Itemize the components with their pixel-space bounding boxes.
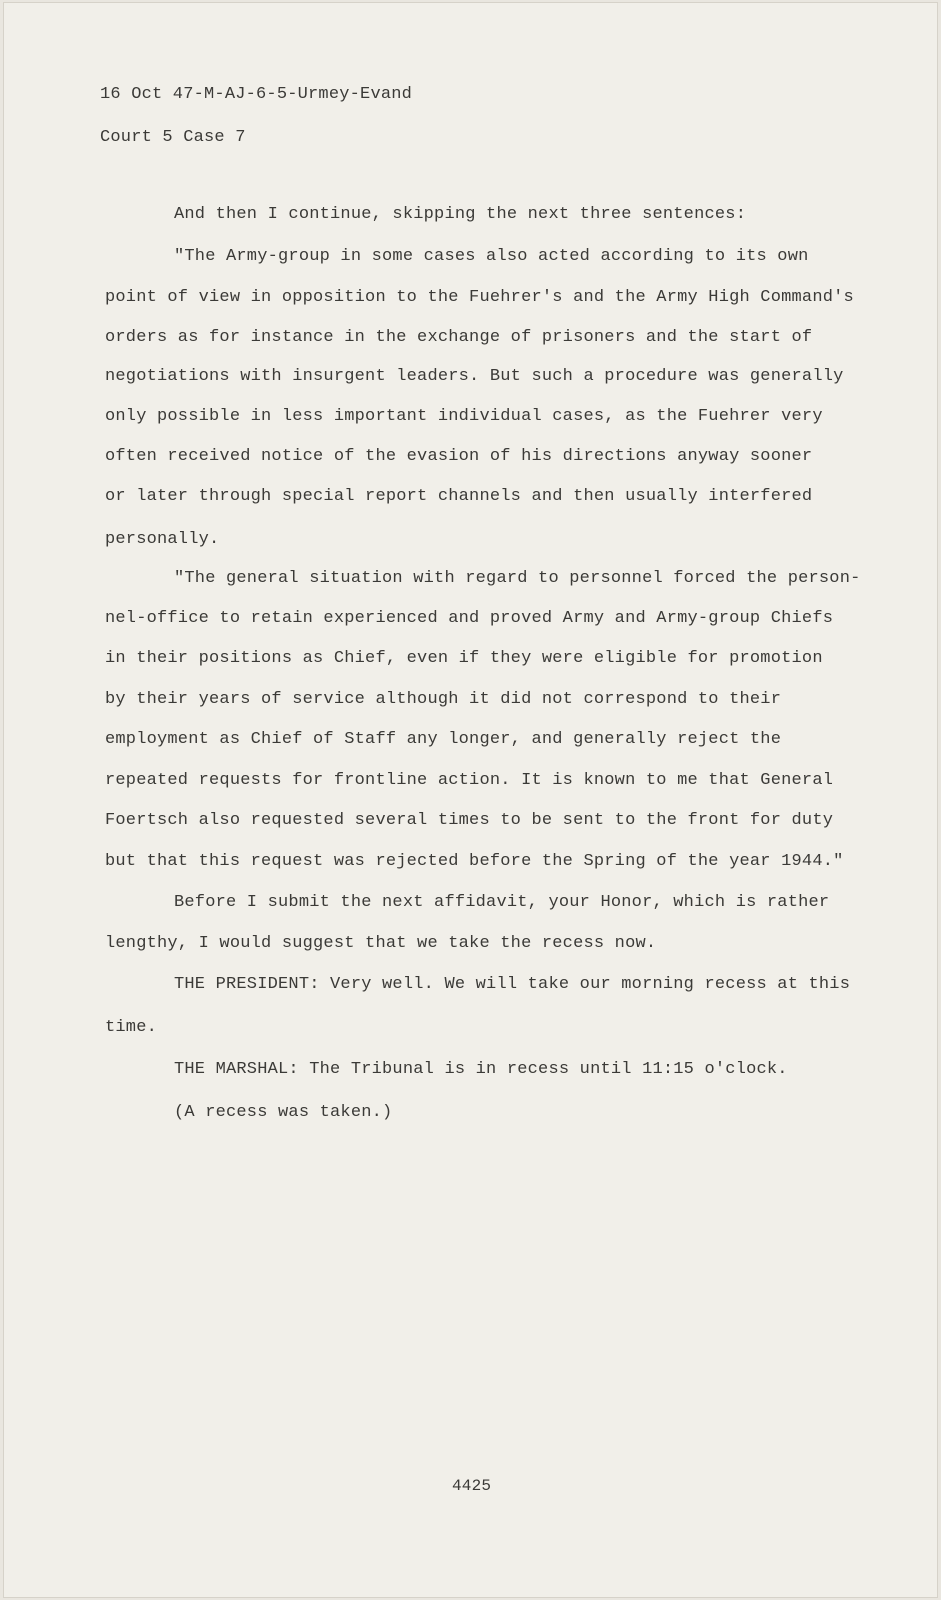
body-line: only possible in less important individual cases, as the Fuehrer very — [105, 407, 823, 426]
body-line: repeated requests for frontline action. It is known to me that General — [105, 771, 834, 790]
body-line: time. — [105, 1018, 158, 1037]
body-line: (A recess was taken.) — [174, 1103, 393, 1122]
body-line: THE MARSHAL: The Tribunal is in recess until 11:15 o'clock. — [174, 1060, 788, 1079]
body-line: THE PRESIDENT: Very well. We will take our morning recess at this — [174, 975, 851, 994]
body-line: by their years of service although it did not correspond to their — [105, 690, 782, 709]
body-line: Before I submit the next affidavit, your Honor, which is rather — [174, 893, 830, 912]
body-line: nel-office to retain experienced and proved Army and Army-group Chiefs — [105, 609, 834, 628]
body-line: personally. — [105, 530, 220, 549]
body-line: in their positions as Chief, even if they were eligible for promotion — [105, 649, 823, 668]
header-reference-line: 16 Oct 47-M-AJ-6-5-Urmey-Evand — [100, 85, 413, 104]
document-page — [3, 2, 938, 1598]
body-line: but that this request was rejected before the Spring of the year 1944." — [105, 852, 844, 871]
body-line: employment as Chief of Staff any longer, and generally reject the — [105, 730, 782, 749]
body-line: And then I continue, skipping the next three sentences: — [174, 205, 747, 224]
body-line: negotiations with insurgent leaders. But such a procedure was generally — [105, 367, 844, 386]
header-court-case: Court 5 Case 7 — [100, 128, 246, 147]
body-line: or later through special report channels and then usually interfered — [105, 487, 813, 506]
body-line: often received notice of the evasion of his directions anyway sooner — [105, 447, 813, 466]
body-line: "The general situation with regard to personnel forced the person- — [174, 569, 861, 588]
body-line: point of view in opposition to the Fuehrer's and the Army High Command's — [105, 288, 854, 307]
page-number: 4425 — [452, 1477, 492, 1495]
body-line: "The Army-group in some cases also acted according to its own — [174, 247, 809, 266]
body-line: Foertsch also requested several times to be sent to the front for duty — [105, 811, 834, 830]
body-line: orders as for instance in the exchange of prisoners and the start of — [105, 328, 813, 347]
body-line: lengthy, I would suggest that we take the recess now. — [105, 934, 657, 953]
